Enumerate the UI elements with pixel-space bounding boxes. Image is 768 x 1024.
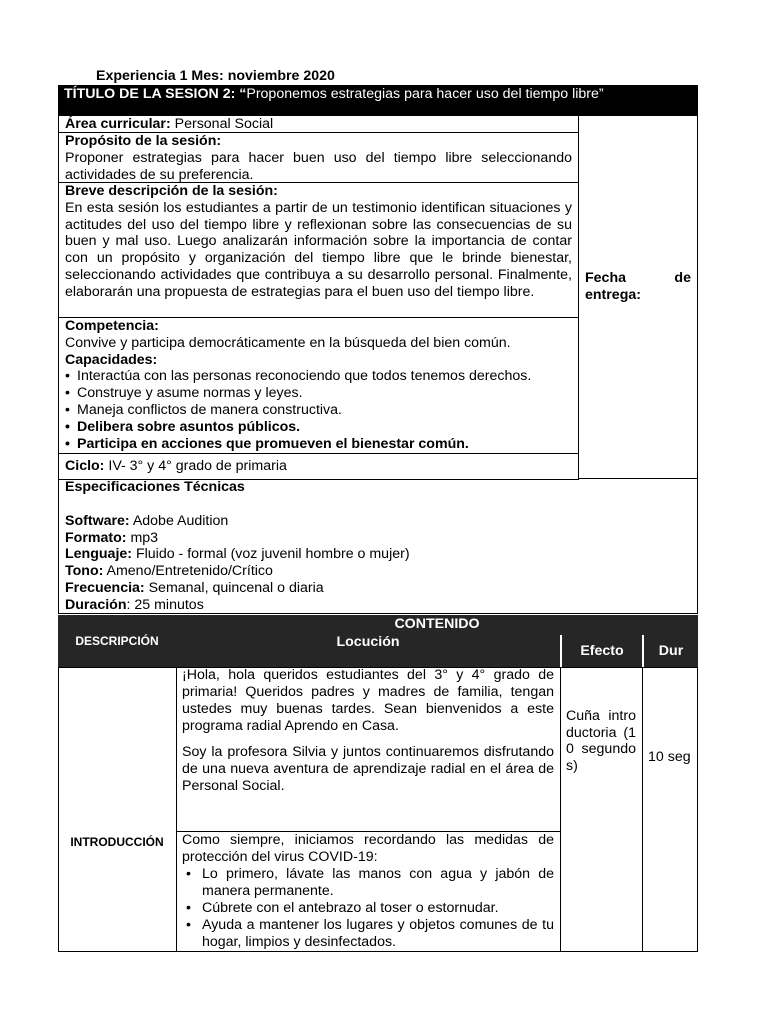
area-cell <box>58 115 579 133</box>
capacities-list <box>65 368 572 452</box>
protection-item: • Lo primero, lávate las manos con agua y jabón de manera permanente. <box>182 866 554 900</box>
cycle-label: Ciclo: <box>65 458 105 474</box>
col-effect-header: Efecto <box>560 635 642 667</box>
capacity-item: • Participa en acciones que promueven el bienestar común. <box>65 436 572 453</box>
locution-protection-intro: Como siempre, iniciamos recordando las medidas de protección del virus COVID-19: <box>182 832 554 865</box>
capacity-item: • Construye y asume normas y leyes. <box>65 385 572 402</box>
spec-format: Formato: mp3 <box>65 529 159 546</box>
experience-heading: Experiencia 1 Mes: noviembre 2020 <box>96 68 335 84</box>
technical-specs <box>58 479 698 614</box>
description-text: En esta sesión los estudiantes a partir de un testimonio identifican situaciones y actitudes del uso del tiempo libre y reflexionan sobre las consecuencias de su buen y mal uso. Luego analizarán información sobre la importancia de contar con un propósito y organización del tiempo libre que le brinde bienestar, seleccionando actividades que contribuya a su desarrollo personal. Finalmente, elaborarán una propuesta de estrategias para el buen uso del tiempo libre. <box>65 199 572 300</box>
purpose-label: Propósito de la sesión: <box>65 133 222 149</box>
col-content-header: CONTENIDO <box>176 615 698 635</box>
protection-item: • Ayuda a mantener los lugares y objetos comunes de tu hogar, limpios y desinfectados. <box>182 917 554 951</box>
competency-label: Competencia: <box>65 318 159 334</box>
cycle-value: IV- 3° y 4° grado de primaria <box>108 458 287 474</box>
description-label: Breve descripción de la sesión: <box>65 183 278 199</box>
capacity-item: • Delibera sobre asuntos públicos. <box>65 419 572 436</box>
area-label: Área curricular: <box>65 116 171 132</box>
spec-software: Software: Adobe Audition <box>65 512 229 529</box>
row-label-introduction: INTRODUCCIÓN <box>70 835 164 849</box>
capacity-item: • Maneja conflictos de manera constructiva. <box>65 402 572 419</box>
protection-list <box>182 866 554 951</box>
col-description-header: DESCRIPCIÓN <box>58 615 176 667</box>
spec-duration: Duración: 25 minutos <box>65 596 204 613</box>
locution-greeting <box>176 667 560 831</box>
session-title-label: TÍTULO DE LA SESION 2: “ <box>64 86 247 102</box>
session-title-bar <box>58 85 698 115</box>
locution-protection <box>176 831 560 952</box>
area-value: Personal Social <box>174 116 274 132</box>
col-locution-header: Locución <box>176 635 560 667</box>
spec-language: Lenguaje: Fluido - formal (voz juvenil hombre o mujer) <box>65 546 410 563</box>
spec-frequency: Frecuencia: Semanal, quincenal o diaria <box>65 579 324 596</box>
competency-text: Convive y participa democráticamente en la búsqueda del bien común. <box>65 334 511 351</box>
locution-paragraph: ¡Hola, hola queridos estudiantes del 3° y 4° grado de primaria! Queridos padres y madres de familia, tengan ustedes muy buenas tardes. Sean bienvenidos a este programa radial Aprendo en Casa. <box>182 667 554 734</box>
competency-cell <box>58 317 579 454</box>
description-cell <box>58 182 579 318</box>
capacities-label: Capacidades: <box>65 351 158 368</box>
capacity-item: • Interactúa con las personas reconociendo que todos tenemos derechos. <box>65 368 572 385</box>
session-title-text: Proponemos estrategias para hacer uso del tiempo libre” <box>246 86 604 102</box>
spec-tone: Tono: Ameno/Entretenido/Crítico <box>65 563 273 580</box>
purpose-text: Proponer estrategias para hacer buen uso del tiempo libre seleccionando actividades de su preferencia. <box>65 149 572 183</box>
table-divider <box>642 667 643 952</box>
cycle-cell <box>58 453 579 480</box>
locution-paragraph: Soy la profesora Silvia y juntos continuaremos disfrutando de una nueva aventura de aprendizaje radial en el área de Personal Social. <box>182 744 554 794</box>
purpose-cell <box>58 132 579 183</box>
protection-item: • Cúbrete con el antebrazo al toser o estornudar. <box>182 900 554 917</box>
specs-title: Especificaciones Técnicas <box>65 479 245 495</box>
delivery-date-cell <box>578 115 698 479</box>
delivery-date-label: Fecha de entrega: <box>585 270 691 303</box>
col-duration-header: Dur <box>642 635 698 667</box>
duration-value: 10 seg <box>648 749 691 765</box>
effect-value: Cuña introductoria (10 segundos) <box>566 708 636 774</box>
